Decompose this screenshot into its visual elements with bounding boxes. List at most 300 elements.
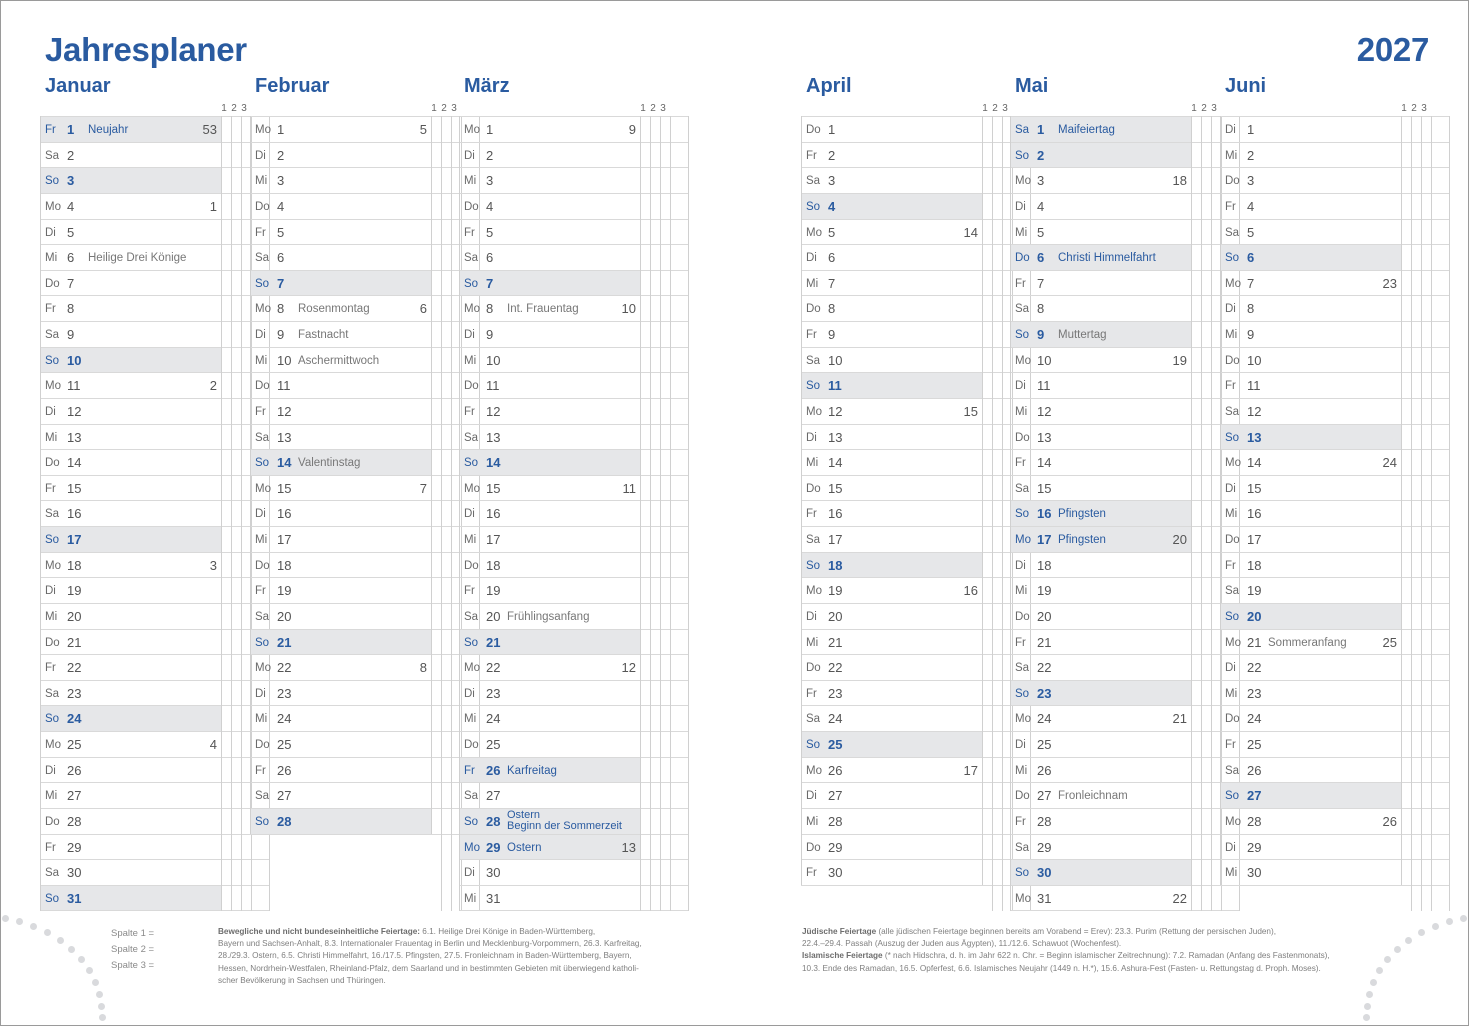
day-row[interactable]: [1010, 705, 1240, 731]
day-number: 15: [1247, 480, 1262, 496]
day-cell: [1010, 143, 1191, 168]
day-row[interactable]: [40, 552, 270, 578]
day-number: 14: [1037, 455, 1052, 471]
day-row[interactable]: [1010, 449, 1240, 475]
weekday-label: Fr: [1015, 457, 1026, 470]
day-row[interactable]: [1220, 295, 1450, 321]
weekday-label: So: [806, 200, 821, 213]
day-row[interactable]: [250, 449, 480, 475]
day-row[interactable]: [1220, 193, 1450, 219]
day-row[interactable]: [40, 705, 270, 731]
day-cell: [801, 220, 982, 245]
weekday-label: So: [45, 892, 60, 905]
day-row[interactable]: [40, 372, 270, 398]
month-name: Juni: [1225, 75, 1267, 97]
day-row[interactable]: [1220, 834, 1450, 860]
day-row[interactable]: [801, 603, 1031, 629]
weekday-label: Sa: [255, 252, 270, 265]
day-row[interactable]: [459, 244, 689, 270]
day-row[interactable]: [250, 757, 480, 783]
day-number: 8: [828, 301, 836, 317]
day-grid: [801, 116, 1031, 886]
day-row[interactable]: [459, 193, 689, 219]
day-row[interactable]: [801, 705, 1031, 731]
day-row[interactable]: [459, 629, 689, 655]
day-cell: [1220, 245, 1401, 270]
day-row[interactable]: [801, 834, 1031, 860]
weekday-label: So: [464, 277, 479, 290]
day-row[interactable]: [250, 193, 480, 219]
day-row[interactable]: [801, 475, 1031, 501]
day-row[interactable]: [459, 347, 689, 373]
day-row[interactable]: [40, 808, 270, 834]
decorative-dot: [2, 915, 9, 922]
day-row[interactable]: [40, 295, 270, 321]
grid-vertical-line: [1010, 116, 1011, 911]
day-number: 3: [67, 173, 75, 189]
day-number: 14: [277, 455, 292, 471]
day-row[interactable]: [801, 116, 1031, 142]
day-row[interactable]: [459, 372, 689, 398]
day-row[interactable]: [1010, 116, 1240, 142]
day-row[interactable]: [801, 552, 1031, 578]
weekday-label: Do: [464, 739, 479, 751]
day-row[interactable]: [1220, 142, 1450, 168]
day-row[interactable]: [1010, 244, 1240, 270]
day-row[interactable]: [801, 500, 1031, 526]
day-row[interactable]: [1010, 680, 1240, 706]
day-row[interactable]: [459, 449, 689, 475]
day-row[interactable]: [1010, 219, 1240, 245]
decorative-dot: [16, 918, 23, 925]
day-row[interactable]: [1010, 270, 1240, 296]
day-row[interactable]: [40, 321, 270, 347]
day-row[interactable]: [1010, 552, 1240, 578]
day-row[interactable]: [40, 577, 270, 603]
weekday-label: Mo: [1015, 354, 1031, 367]
weekday-label: Mi: [1225, 149, 1238, 162]
day-row[interactable]: [1010, 372, 1240, 398]
weekday-label: Do: [1015, 431, 1030, 444]
week-number: 20: [1172, 532, 1187, 547]
day-number: 13: [67, 429, 82, 445]
day-row[interactable]: [250, 424, 480, 450]
day-row[interactable]: [1220, 219, 1450, 245]
day-cell: [40, 604, 221, 629]
day-number: 23: [1037, 685, 1052, 701]
day-row[interactable]: [1220, 398, 1450, 424]
weekday-label: Di: [1015, 739, 1026, 751]
grid-bottom-line: [459, 910, 689, 911]
weekday-label: Mi: [255, 354, 268, 367]
weekday-label: Do: [1225, 354, 1240, 367]
day-row[interactable]: [1220, 552, 1450, 578]
day-cell: [459, 655, 640, 680]
day-row[interactable]: [1010, 782, 1240, 808]
day-row[interactable]: [1010, 475, 1240, 501]
day-row[interactable]: [459, 270, 689, 296]
weekday-label: Mi: [806, 815, 819, 828]
weekday-label: Di: [464, 687, 475, 700]
day-row[interactable]: [459, 577, 689, 603]
decorative-dot: [57, 937, 64, 944]
day-row[interactable]: [40, 347, 270, 373]
day-number: 6: [1037, 250, 1045, 266]
day-row[interactable]: [1220, 603, 1450, 629]
day-cell: [1220, 322, 1401, 347]
column-number: 3: [660, 103, 666, 114]
day-cell: [459, 322, 640, 347]
weekday-label: Di: [255, 687, 266, 700]
decorative-dot: [98, 1003, 105, 1010]
day-row[interactable]: [801, 526, 1031, 552]
footer-left-line-2: Bayern und Sachsen-Anhalt, 8.3. Internationaler Frauentag in Berlin und Mecklenburg-Vorpommern, 26.3. Karfreitag,: [218, 939, 642, 949]
event-label: Aschermittwoch: [298, 354, 380, 367]
day-number: 28: [67, 813, 82, 829]
day-number: 11: [67, 378, 81, 394]
day-row[interactable]: [1010, 424, 1240, 450]
day-row[interactable]: [40, 757, 270, 783]
decorative-dot: [1394, 946, 1401, 953]
weekday-label: So: [464, 457, 479, 470]
day-row[interactable]: [459, 705, 689, 731]
day-row[interactable]: [801, 347, 1031, 373]
day-row[interactable]: [459, 603, 689, 629]
weekday-label: Mo: [806, 585, 822, 598]
day-row[interactable]: [40, 629, 270, 655]
day-cell: [1220, 835, 1401, 860]
day-row[interactable]: [40, 782, 270, 808]
day-row[interactable]: [1220, 424, 1450, 450]
day-cell: [1010, 296, 1191, 321]
day-number: 26: [1247, 762, 1262, 778]
day-row[interactable]: [250, 526, 480, 552]
day-number: 17: [486, 532, 501, 547]
day-row[interactable]: [801, 757, 1031, 783]
weekday-label: Mi: [464, 534, 477, 546]
weekday-label: Do: [806, 482, 821, 495]
day-row[interactable]: [40, 193, 270, 219]
day-row[interactable]: [459, 834, 689, 860]
day-row[interactable]: [1220, 372, 1450, 398]
day-row[interactable]: [250, 731, 480, 757]
day-cell: [250, 476, 431, 501]
day-row[interactable]: [1220, 577, 1450, 603]
weekday-label: Mi: [45, 252, 58, 265]
day-row[interactable]: [40, 654, 270, 680]
day-row[interactable]: [801, 577, 1031, 603]
day-row[interactable]: [1220, 167, 1450, 193]
day-row[interactable]: [801, 680, 1031, 706]
grid-vertical-line: [982, 116, 983, 885]
day-cell: [40, 425, 221, 450]
day-number: 16: [1247, 506, 1262, 522]
day-grid: [250, 116, 480, 835]
day-number: 25: [1037, 737, 1052, 752]
day-row[interactable]: [459, 475, 689, 501]
day-row[interactable]: [1220, 321, 1450, 347]
day-row[interactable]: [250, 808, 480, 834]
day-row[interactable]: [1220, 270, 1450, 296]
week-number: 12: [621, 660, 636, 676]
day-row[interactable]: [459, 398, 689, 424]
day-row[interactable]: [250, 705, 480, 731]
day-row[interactable]: [1220, 475, 1450, 501]
weekday-label: Di: [45, 585, 56, 598]
day-row[interactable]: [801, 219, 1031, 245]
day-cell: [1220, 168, 1401, 193]
day-row[interactable]: [1010, 757, 1240, 783]
weekday-label: Do: [464, 559, 479, 572]
day-row[interactable]: [250, 167, 480, 193]
weekday-label: Mi: [1225, 687, 1238, 700]
day-row[interactable]: [250, 116, 480, 142]
day-row[interactable]: [1010, 295, 1240, 321]
day-row[interactable]: [801, 424, 1031, 450]
day-row[interactable]: [801, 372, 1031, 398]
day-row[interactable]: [1010, 167, 1240, 193]
day-row[interactable]: [459, 680, 689, 706]
day-row[interactable]: [1010, 500, 1240, 526]
grid-vertical-line: [1220, 116, 1221, 885]
weekday-label: Mo: [806, 764, 822, 777]
weekday-label: Fr: [1015, 815, 1026, 828]
day-row[interactable]: [801, 808, 1031, 834]
day-row[interactable]: [1010, 885, 1240, 911]
day-row[interactable]: [459, 757, 689, 783]
weekday-label: Sa: [255, 790, 270, 803]
day-row[interactable]: [459, 116, 689, 142]
day-row[interactable]: [801, 398, 1031, 424]
day-row[interactable]: [1220, 116, 1450, 142]
day-row[interactable]: [1010, 321, 1240, 347]
day-row[interactable]: [801, 193, 1031, 219]
day-number: 14: [1247, 455, 1262, 471]
day-row[interactable]: [40, 142, 270, 168]
weekday-label: Fr: [1225, 380, 1236, 393]
day-row[interactable]: [250, 603, 480, 629]
day-row[interactable]: [40, 449, 270, 475]
event-label: Maifeiertag: [1058, 124, 1115, 136]
day-number: 3: [486, 173, 494, 189]
day-number: 9: [1037, 327, 1045, 342]
day-cell: [801, 578, 982, 603]
day-row[interactable]: [459, 526, 689, 552]
day-row[interactable]: [1010, 398, 1240, 424]
day-row[interactable]: [250, 500, 480, 526]
day-grid: [40, 116, 270, 911]
week-number: 18: [1172, 173, 1187, 189]
grid-vertical-line: [1449, 116, 1450, 911]
weekday-label: Fr: [1015, 277, 1026, 290]
day-row[interactable]: [40, 244, 270, 270]
weekday-label: Di: [1015, 380, 1026, 393]
day-number: 27: [828, 788, 843, 804]
day-row[interactable]: [40, 475, 270, 501]
weekday-label: Mi: [806, 457, 819, 470]
day-row[interactable]: [801, 449, 1031, 475]
weekday-label: Mo: [1225, 457, 1241, 470]
day-row[interactable]: [801, 782, 1031, 808]
day-row[interactable]: [801, 244, 1031, 270]
day-cell: [40, 296, 221, 321]
day-row[interactable]: [250, 398, 480, 424]
day-row[interactable]: [40, 680, 270, 706]
day-cell: [1010, 706, 1191, 731]
day-row[interactable]: [1010, 603, 1240, 629]
day-row[interactable]: [1010, 808, 1240, 834]
day-row[interactable]: [459, 859, 689, 885]
day-cell: [1010, 271, 1191, 296]
day-cell: [1010, 783, 1191, 808]
day-cell: [801, 117, 982, 142]
day-row[interactable]: [40, 834, 270, 860]
day-row[interactable]: [250, 270, 480, 296]
footer-left-heading: Bewegliche und nicht bundeseinheitliche Feiertage:: [218, 927, 420, 936]
day-row[interactable]: [1220, 782, 1450, 808]
day-row[interactable]: [1220, 680, 1450, 706]
day-row[interactable]: [1220, 731, 1450, 757]
day-row[interactable]: [250, 577, 480, 603]
day-row[interactable]: [1010, 193, 1240, 219]
day-number: 22: [1247, 660, 1262, 676]
day-number: 19: [486, 583, 501, 599]
day-number: 1: [1037, 122, 1045, 137]
day-row[interactable]: [1010, 859, 1240, 885]
day-row[interactable]: [1220, 757, 1450, 783]
day-row[interactable]: [1220, 449, 1450, 475]
day-row[interactable]: [250, 244, 480, 270]
day-row[interactable]: [1220, 808, 1450, 834]
day-row[interactable]: [250, 372, 480, 398]
day-cell: [459, 860, 640, 885]
day-number: 6: [828, 250, 836, 266]
day-number: 4: [1247, 198, 1255, 214]
day-row[interactable]: [250, 321, 480, 347]
day-row[interactable]: [459, 782, 689, 808]
day-row[interactable]: [1010, 654, 1240, 680]
day-row[interactable]: [459, 424, 689, 450]
day-cell: [40, 732, 221, 757]
day-row[interactable]: [801, 295, 1031, 321]
month-name: Januar: [45, 75, 111, 97]
day-row[interactable]: [459, 808, 689, 834]
weekday-label: Mi: [45, 431, 58, 444]
day-cell: [1010, 220, 1191, 245]
day-row[interactable]: [459, 654, 689, 680]
day-row[interactable]: [459, 142, 689, 168]
day-row[interactable]: [250, 680, 480, 706]
day-row[interactable]: [1010, 526, 1240, 552]
day-cell: [40, 373, 221, 398]
day-number: 19: [67, 583, 82, 599]
day-row[interactable]: [459, 321, 689, 347]
day-row[interactable]: [1220, 629, 1450, 655]
day-number: 14: [486, 455, 501, 471]
day-row[interactable]: [801, 859, 1031, 885]
day-row[interactable]: [459, 731, 689, 757]
day-row[interactable]: [801, 321, 1031, 347]
day-row[interactable]: [459, 885, 689, 911]
day-row[interactable]: [801, 167, 1031, 193]
day-row[interactable]: [40, 219, 270, 245]
day-row[interactable]: [1220, 244, 1450, 270]
day-row[interactable]: [1010, 629, 1240, 655]
column-number: 1: [1401, 103, 1407, 114]
weekday-label: So: [806, 380, 821, 393]
day-cell: [1010, 630, 1191, 655]
day-row[interactable]: [40, 424, 270, 450]
day-row[interactable]: [40, 526, 270, 552]
page-title: Jahresplaner: [45, 31, 247, 68]
day-number: 5: [1037, 224, 1045, 240]
grid-bottom-line: [801, 885, 1031, 886]
day-row[interactable]: [801, 731, 1031, 757]
day-row[interactable]: [250, 629, 480, 655]
day-row[interactable]: [459, 295, 689, 321]
day-row[interactable]: [40, 167, 270, 193]
day-row[interactable]: [459, 219, 689, 245]
day-row[interactable]: [250, 219, 480, 245]
day-row[interactable]: [459, 552, 689, 578]
day-row[interactable]: [40, 270, 270, 296]
day-row[interactable]: [1010, 834, 1240, 860]
day-grid: [1010, 116, 1240, 911]
week-number: 9: [628, 122, 636, 137]
day-row[interactable]: [40, 731, 270, 757]
day-row[interactable]: [801, 142, 1031, 168]
day-row[interactable]: [801, 629, 1031, 655]
day-row[interactable]: [250, 552, 480, 578]
day-row[interactable]: [1220, 526, 1450, 552]
day-row[interactable]: [250, 295, 480, 321]
weekday-label: Di: [464, 508, 475, 521]
day-row[interactable]: [40, 398, 270, 424]
day-row[interactable]: [459, 167, 689, 193]
day-row[interactable]: [250, 475, 480, 501]
day-row[interactable]: [1010, 577, 1240, 603]
day-row[interactable]: [40, 885, 270, 911]
day-row[interactable]: [1010, 142, 1240, 168]
day-row[interactable]: [40, 500, 270, 526]
footer-holidays-note: [218, 926, 670, 987]
day-row[interactable]: [1220, 347, 1450, 373]
day-row[interactable]: [801, 654, 1031, 680]
day-cell: [459, 117, 640, 142]
day-cell: [40, 450, 221, 475]
day-cell: [250, 732, 431, 757]
day-row[interactable]: [250, 782, 480, 808]
day-number: 22: [486, 660, 501, 676]
day-cell: [459, 476, 640, 501]
day-row[interactable]: [1010, 731, 1240, 757]
day-row[interactable]: [459, 500, 689, 526]
day-row[interactable]: [40, 603, 270, 629]
day-row[interactable]: [40, 859, 270, 885]
day-row[interactable]: [250, 654, 480, 680]
day-row[interactable]: [1220, 859, 1450, 885]
day-row[interactable]: [1010, 347, 1240, 373]
day-row[interactable]: [250, 347, 480, 373]
day-row[interactable]: [40, 116, 270, 142]
day-row[interactable]: [250, 142, 480, 168]
day-row[interactable]: [1220, 705, 1450, 731]
day-cell: [1220, 553, 1401, 578]
day-row[interactable]: [1220, 500, 1450, 526]
day-cell: [40, 681, 221, 706]
day-row[interactable]: [801, 270, 1031, 296]
day-row[interactable]: [1220, 654, 1450, 680]
